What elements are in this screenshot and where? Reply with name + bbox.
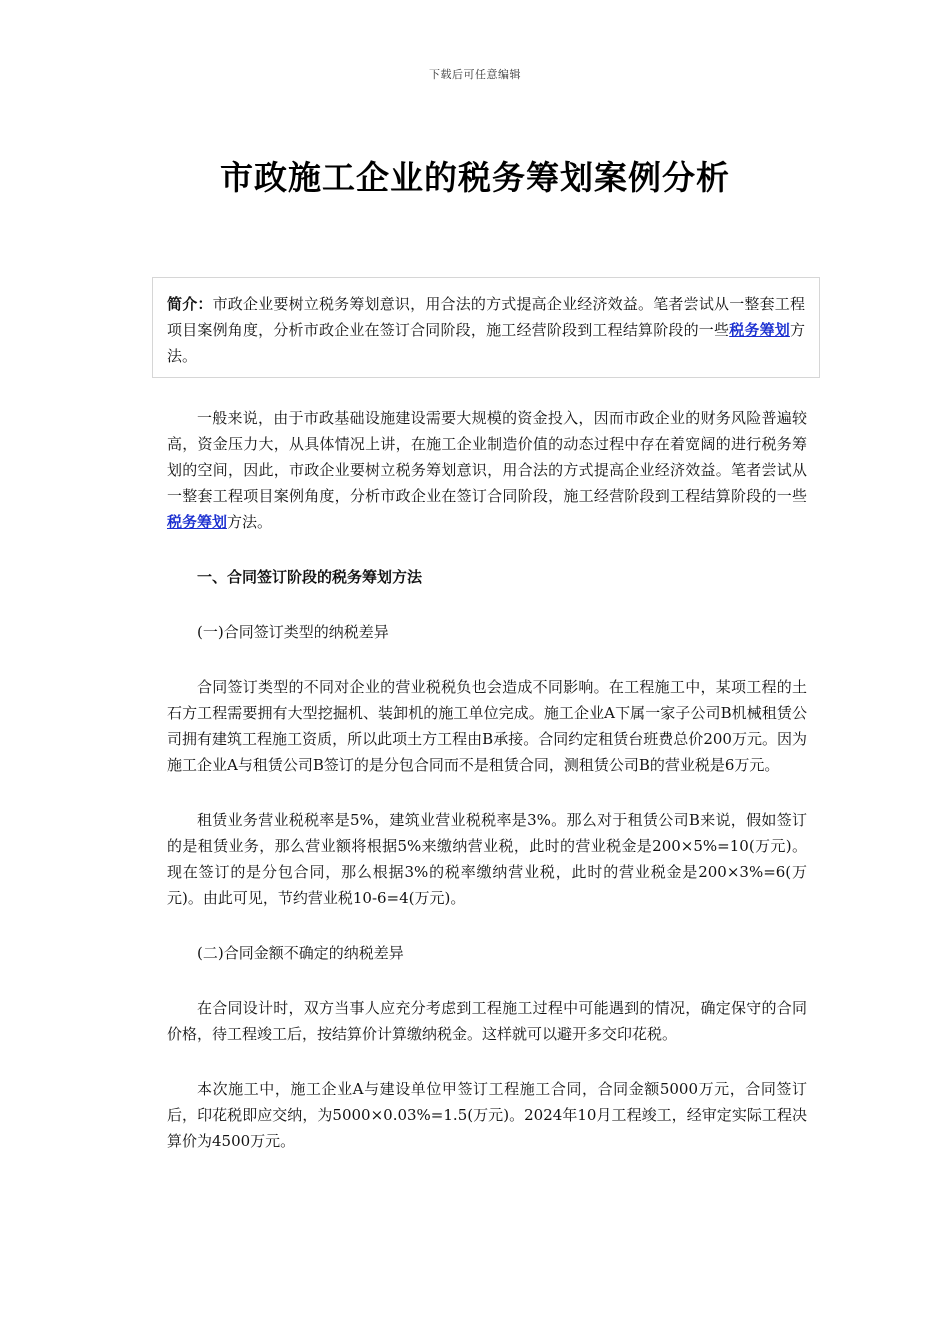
intro-text-end: 方法。 [227, 513, 273, 531]
section-heading: 一、合同签订阶段的税务筹划方法 [197, 568, 423, 586]
subsection-heading: (一)合同签订类型的纳税差异 [197, 623, 389, 641]
body-paragraph: 合同签订类型的不同对企业的营业税税负也会造成不同影响。在工程施工中，某项工程的土石方工程需要拥有大型挖掘机、装卸机的施工单位完成。施工企业A下属一家子公司B机械租赁公司拥有建筑工程施工资质，所以此项土方工程由B承接。合同约定租赁台班费总价200万元。因为施工企业A与租赁公司B签订的是分包合同而不是租赁合同，测租赁公司B的营业税是6万元。 [167, 678, 807, 774]
body-paragraph: 租赁业务营业税税率是5%，建筑业营业税税率是3%。那么对于租赁公司B来说，假如签订的是租赁业务，那么营业额将根据5%来缴纳营业税，此时的营业税金是200×5%=10(万元)。现在签订的是分包合同，那么根据3%的税率缴纳营业税，此时的营业税金是200×3%=6(万元)。由此可见，节约营业税10-6=4(万元)。 [167, 811, 807, 907]
body-paragraph: 本次施工中，施工企业A与建设单位甲签订工程施工合同，合同金额5000万元，合同签订后，印花税即应交纳，为5000×0.03%=1.5(万元)。2024年10月工程竣工，经审定实际工程决算价为4500万元。 [167, 1080, 807, 1150]
body-paragraph: 在合同设计时，双方当事人应充分考虑到工程施工过程中可能遇到的情况，确定保守的合同价格，待工程竣工后，按结算价计算缴纳税金。这样就可以避开多交印花税。 [167, 999, 807, 1043]
abstract-text: 市政企业要树立税务筹划意识，用合法的方式提高企业经济效益。笔者尝试从一整套工程项目案例角度，分析市政企业在签订合同阶段，施工经营阶段到工程结算阶段的一些 [167, 295, 805, 339]
header-note: 下载后可任意编辑 [429, 68, 521, 81]
abstract-box [152, 277, 820, 378]
intro-text: 一般来说，由于市政基础设施建设需要大规模的资金投入，因而市政企业的财务风险普遍较高，资金压力大，从具体情况上讲，在施工企业制造价值的动态过程中存在着宽阔的进行税务筹划的空间，因此，市政企业要树立税务筹划意识，用合法的方式提高企业经济效益。笔者尝试从一整套工程项目案例角度，分析市政企业在签订合同阶段，施工经营阶段到工程结算阶段的一些 [167, 409, 807, 505]
tax-planning-link[interactable]: 税务筹划 [167, 513, 228, 531]
article-body [167, 405, 807, 1154]
abstract-text-end: 方法。 [167, 321, 805, 365]
page-title: 市政施工企业的税务筹划案例分析 [220, 158, 730, 197]
tax-planning-link[interactable]: 税务筹划 [729, 321, 790, 339]
intro-paragraph [167, 405, 807, 535]
subsection-heading: (二)合同金额不确定的纳税差异 [197, 944, 404, 962]
abstract-label: 简介： [167, 295, 213, 313]
